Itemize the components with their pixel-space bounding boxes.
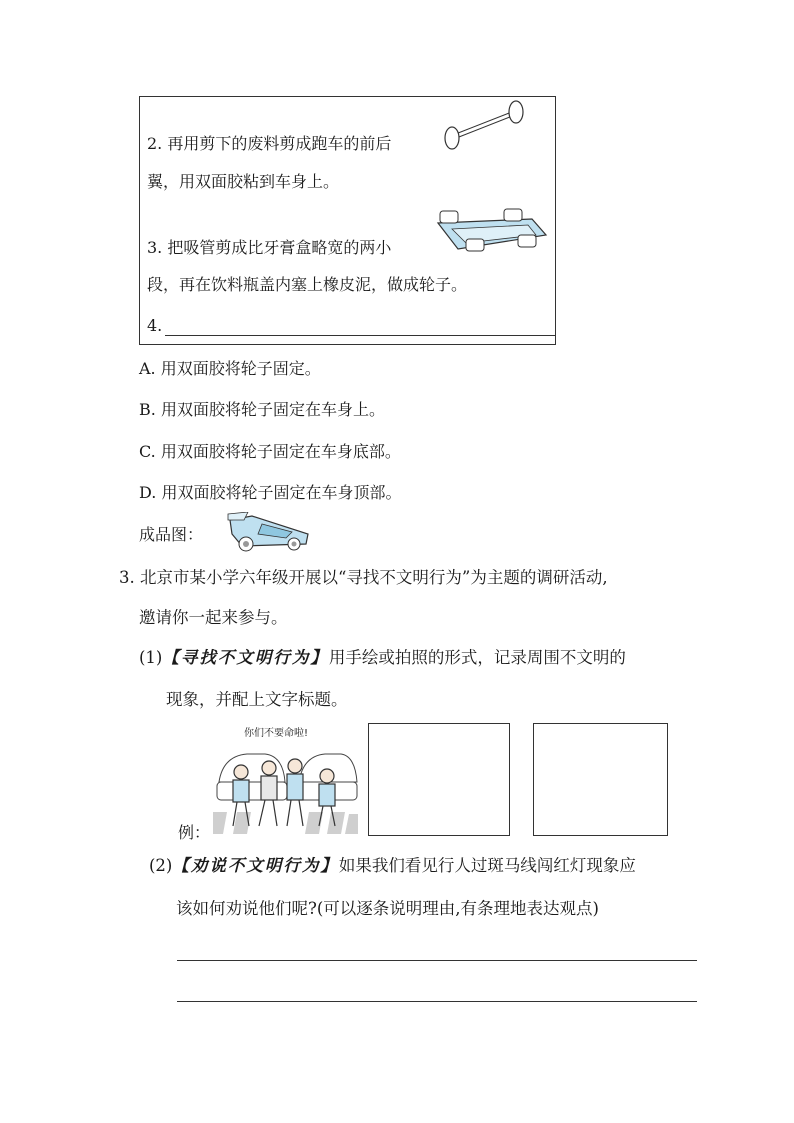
answer-line-2[interactable] [177,1001,697,1002]
race-car-illustration [222,512,314,556]
sub-question-1-line-2: 现象，并配上文字标题。 [166,690,348,709]
box-car-illustration [432,205,550,255]
example-caption: 你们不要命啦! [244,728,309,739]
step-2-line-1: 2. 再用剪下的废料剪成跑车的前后 [147,134,392,153]
question-3-line-1: 3. 北京市某小学六年级开展以“寻找不文明行为”为主题的调研活动, [119,568,608,587]
drawing-frame-2[interactable] [533,723,668,836]
step-4-label: 4. [147,316,163,335]
option-a[interactable]: A. 用双面胶将轮子固定。 [139,359,321,378]
step-4-answer-line[interactable] [165,335,555,336]
example-label: 例： [178,823,211,842]
option-b[interactable]: B. 用双面胶将轮子固定在车身上。 [139,400,385,419]
sub-question-2-tag: 【劝说不文明行为】 [172,856,339,875]
step-2-line-2: 翼，用双面胶粘到车身上。 [147,172,340,191]
option-d[interactable]: D. 用双面胶将轮子固定在车身顶部。 [139,483,402,502]
drawing-frame-1[interactable] [368,723,510,836]
product-label: 成品图： [139,525,204,544]
jaywalking-illustration [213,742,358,834]
sub-question-2-line-2: 该如何劝说他们呢?(可以逐条说明理由,有条理地表达观点) [176,899,599,918]
question-3-line-2: 邀请你一起来参与。 [139,608,288,627]
option-c[interactable]: C. 用双面胶将轮子固定在车身底部。 [139,442,401,461]
sub-question-1-tag: 【寻找不文明行为】 [162,648,329,667]
answer-line-1[interactable] [177,960,697,961]
sub-question-2: (2)【劝说不文明行为】如果我们看见行人过斑马线闯红灯现象应 [149,856,636,875]
step-3-line-2: 段，再在饮料瓶盖内塞上橡皮泥，做成轮子。 [147,275,468,294]
sub-question-1: (1)【寻找不文明行为】用手绘或拍照的形式，记录周围不文明的 [139,648,626,667]
axle-wheels-illustration [438,100,528,150]
step-3-line-1: 3. 把吸管剪成比牙膏盒略宽的两小 [147,238,392,257]
